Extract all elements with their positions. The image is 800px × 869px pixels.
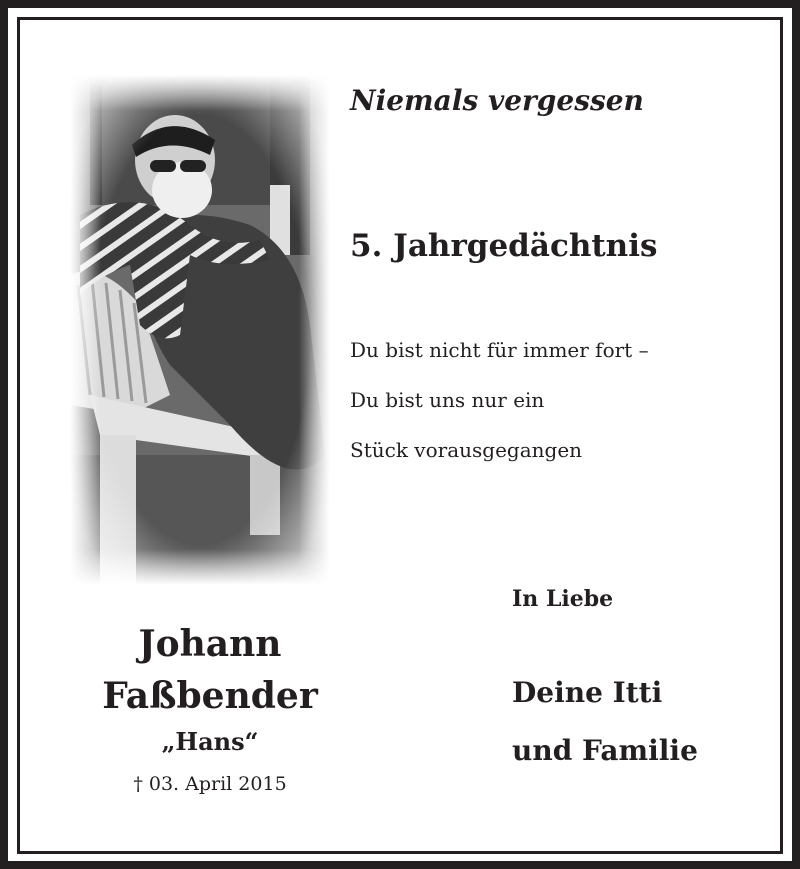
motto-heading: Niemals vergessen — [350, 84, 644, 117]
verse-line-2: Du bist uns nur ein — [350, 388, 545, 412]
sender-line-1: Deine Itti — [512, 676, 663, 709]
deceased-nickname: „Hans“ — [161, 727, 259, 756]
sender-line-2: und Familie — [512, 734, 698, 767]
anniversary-heading: 5. Jahrgedächtnis — [350, 228, 658, 264]
verse-line-1: Du bist nicht für immer fort – — [350, 338, 649, 362]
closing-greeting: In Liebe — [512, 586, 614, 612]
deceased-name-block — [60, 618, 360, 806]
deceased-first-name: Johann — [138, 623, 282, 665]
portrait-photo-icon — [70, 75, 330, 585]
death-date: † 03. April 2015 — [133, 773, 287, 795]
obituary-page — [8, 8, 792, 861]
obituary-frame — [17, 17, 783, 854]
portrait-photo — [70, 75, 330, 585]
deceased-last-name: Faßbender — [102, 675, 318, 717]
verse-line-3: Stück vorausgegangen — [350, 438, 583, 462]
